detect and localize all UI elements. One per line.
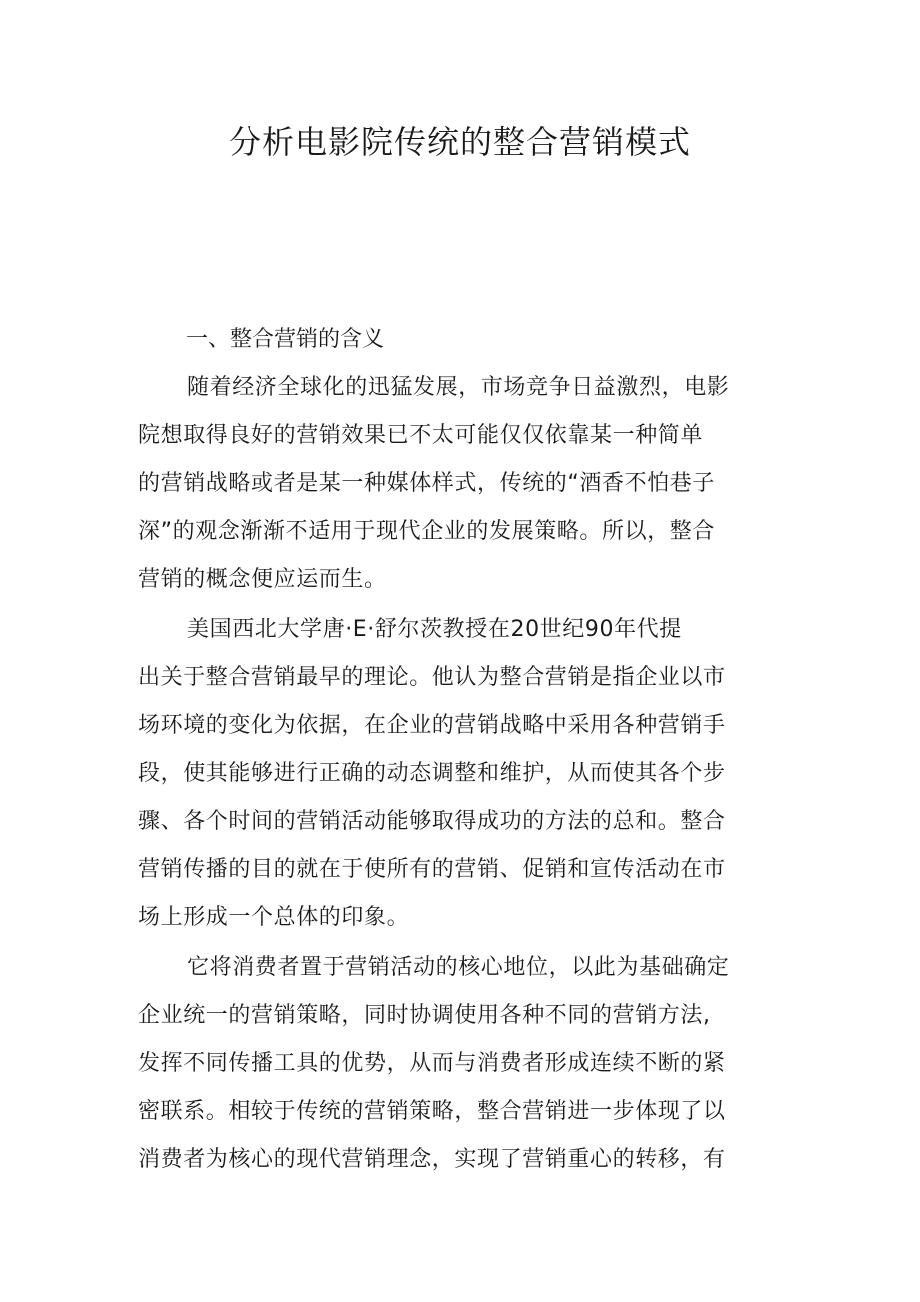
paragraph-line: 深”的观念渐渐不适用于现代企业的发展策略。所以，整合 — [138, 519, 715, 544]
paragraph-line: 营销传播的目的就在于使所有的营销、促销和宣传活动在市 — [138, 857, 726, 882]
paragraph-line: 段，使其能够进行正确的动态调整和维护，从而使其各个步 — [138, 761, 726, 786]
paragraph-line: 密联系。相较于传统的营销策略，整合营销进一步体现了以 — [138, 1099, 726, 1124]
paragraph-line: 发挥不同传播工具的优势，从而与消费者形成连续不断的紧 — [138, 1051, 726, 1076]
paragraph-line: 随着经济全球化的迅猛发展，市场竞争日益激烈，电影 — [187, 375, 730, 400]
document-title: 分析电影院传统的整合营销模式 — [228, 123, 691, 161]
section-heading: 一、整合营销的含义 — [186, 327, 385, 352]
paragraph-line: 它将消费者置于营销活动的核心地位，以此为基础确定 — [187, 955, 730, 980]
paragraph-line: 营销的概念便应运而生。 — [138, 567, 387, 592]
paragraph-line: 美国西北大学唐·E·舒尔茨教授在20世纪90年代提 — [187, 617, 682, 642]
paragraph-line: 的营销战略或者是某一种媒体样式，传统的“酒香不怕巷子 — [138, 471, 715, 496]
paragraph-line: 消费者为核心的现代营销理念，实现了营销重心的转移，有 — [138, 1147, 726, 1172]
paragraph-line: 院想取得良好的营销效果已不太可能仅仅依靠某一种简单 — [138, 423, 704, 448]
paragraph-line: 骤、各个时间的营销活动能够取得成功的方法的总和。整合 — [138, 809, 726, 834]
paragraph-line: 场上形成一个总体的印象。 — [138, 905, 410, 930]
paragraph-line: 企业统一的营销策略，同时协调使用各种不同的营销方法, — [138, 1003, 711, 1028]
paragraph-line: 场环境的变化为依据，在企业的营销战略中采用各种营销手 — [138, 713, 726, 738]
paragraph-line: 出关于整合营销最早的理论。他认为整合营销是指企业以市 — [138, 665, 726, 690]
